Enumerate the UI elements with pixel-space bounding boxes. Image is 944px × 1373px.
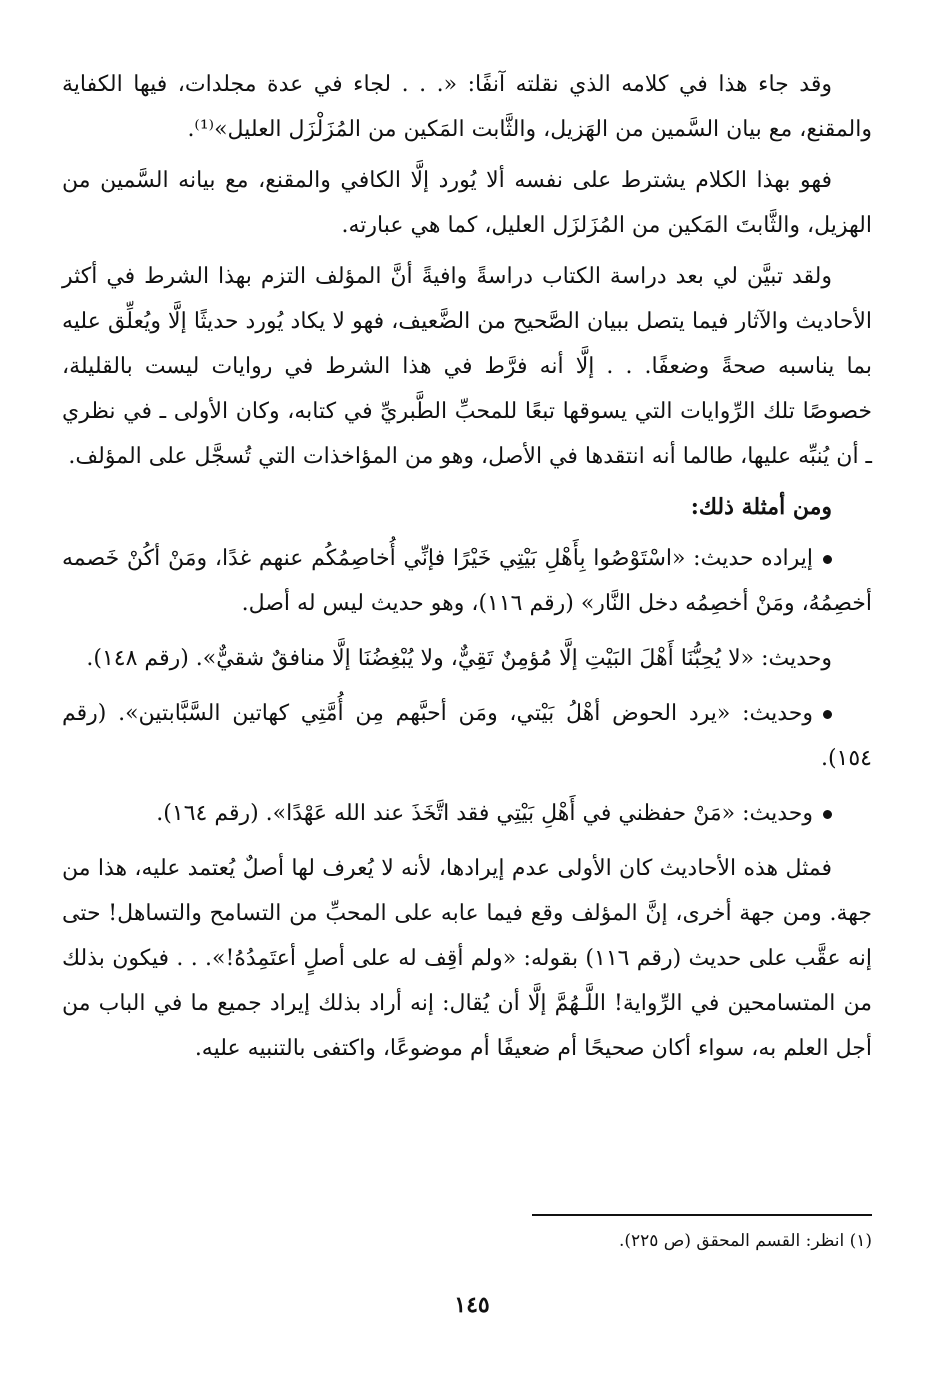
- bullet-icon: [823, 810, 832, 819]
- example-item-3: [62, 691, 872, 781]
- closing-paragraph: فمثل هذه الأحاديث كان الأولى عدم إيرادها، لأنه لا يُعرف لها أصلٌ يُعتمد عليه، هذا من جهة. ومن جهة أخرى، إنَّ المؤلف وقع فيما عابه على المحبِّ من التسامح والتساهل! حتى إنه عقَّب على حديث (رقم ١١٦) بقوله: «ولم أقِف له على أصلٍ أعتَمِدُهُ!». . . فيكون بذلك من المتسامحين في الرِّواية! اللَّـهُمَّ إلَّا أن يُقال: إنه أراد بذلك إيراد جميع ما في الباب من أجل العلم به، سواء أكان صحيحًا أم ضعيفًا أم موضوعًا، واكتفى بالتنبيه عليه.: [62, 856, 872, 1061]
- paragraph-2: فهو بهذا الكلام يشترط على نفسه ألا يُورد إلَّا الكافي والمقنع، مع بيانه السَّمين من الهزيل، والثَّابتَ المَكين من المُزَلزَل العليل، كما هي عبارته.: [62, 168, 872, 238]
- bullet-icon: [823, 555, 832, 564]
- example-item-2: [62, 636, 872, 681]
- page-body: [62, 62, 872, 1077]
- example-text-4: وحديث: «مَنْ حفظني في أَهْلِ بَيْتِي فقد اتَّخَذَ عند الله عَهْدًا». (رقم ١٦٤).: [156, 801, 813, 826]
- paragraph-3: ولقد تبيَّن لي بعد دراسة الكتاب دراسةً وافيةً أنَّ المؤلف التزم بهذا الشرط في أكثر الأحاديث والآثار فيما يتصل ببيان الصَّحيح من الضَّعيف، فهو لا يكاد يُورد حديثًا إلَّا ويُعلِّق عليه بما يناسبه صحةً وضعفًا. . . إلَّا أنه فرَّط في هذا الشرط في روايات ليست بالقليلة، خصوصًا تلك الرِّوايات التي يسوقها تبعًا للمحبِّ الطَّبريِّ في كتابه، وكان الأولى ـ في نظري ـ أن يُنبِّه عليها، طالما أنه انتقدها في الأصل، وهو من المؤاخذات التي تُسجَّل على المؤلف.: [62, 264, 872, 469]
- example-item-1: [62, 536, 872, 626]
- page-number: ١٤٥: [454, 1292, 490, 1318]
- footnote: (١) انظر: القسم المحقق (ص ٢٢٥).: [618, 1231, 872, 1251]
- paragraph-1: وقد جاء هذا في كلامه الذي نقلته آنفًا: «. . . لجاء في عدة مجلدات، فيها الكفاية والمقنع، مع بيان السَّمين من الهَزيل، والثَّابت المَكين من المُزَلْزَل العليل»⁽¹⁾.: [62, 72, 872, 142]
- example-text-3: وحديث: «يرد الحوض أهْلُ بَيْتي، ومَن أحبَّهم مِن أُمَّتِي كهاتين السَّبَّابتين». (رقم ١٥٤).: [62, 701, 872, 771]
- bullet-icon: [823, 710, 832, 719]
- example-text-1: إيراده حديث: «اسْتَوْصُوا بِأَهْلِ بَيْتِي خَيْرًا فإنِّي أُخاصِمُكُم عنهم غدًا، ومَنْ أكُنْ خَصمه أخصِمُهُ، ومَنْ أخصِمُه دخل النَّار» (رقم ١١٦)، وهو حديث ليس له أصل.: [62, 546, 872, 616]
- footnote-divider: [532, 1214, 872, 1216]
- example-text-2: وحديث: «لا يُحِبُّنَا أَهْلَ البَيْتِ إلَّا مُؤمِنٌ تَقِيٌّ، ولا يُبْغِضُنَا إلَّا منافقٌ شقيٌّ». (رقم ١٤٨).: [86, 646, 832, 671]
- examples-heading: ومن أمثلة ذلك:: [690, 494, 832, 520]
- example-item-4: [62, 791, 872, 836]
